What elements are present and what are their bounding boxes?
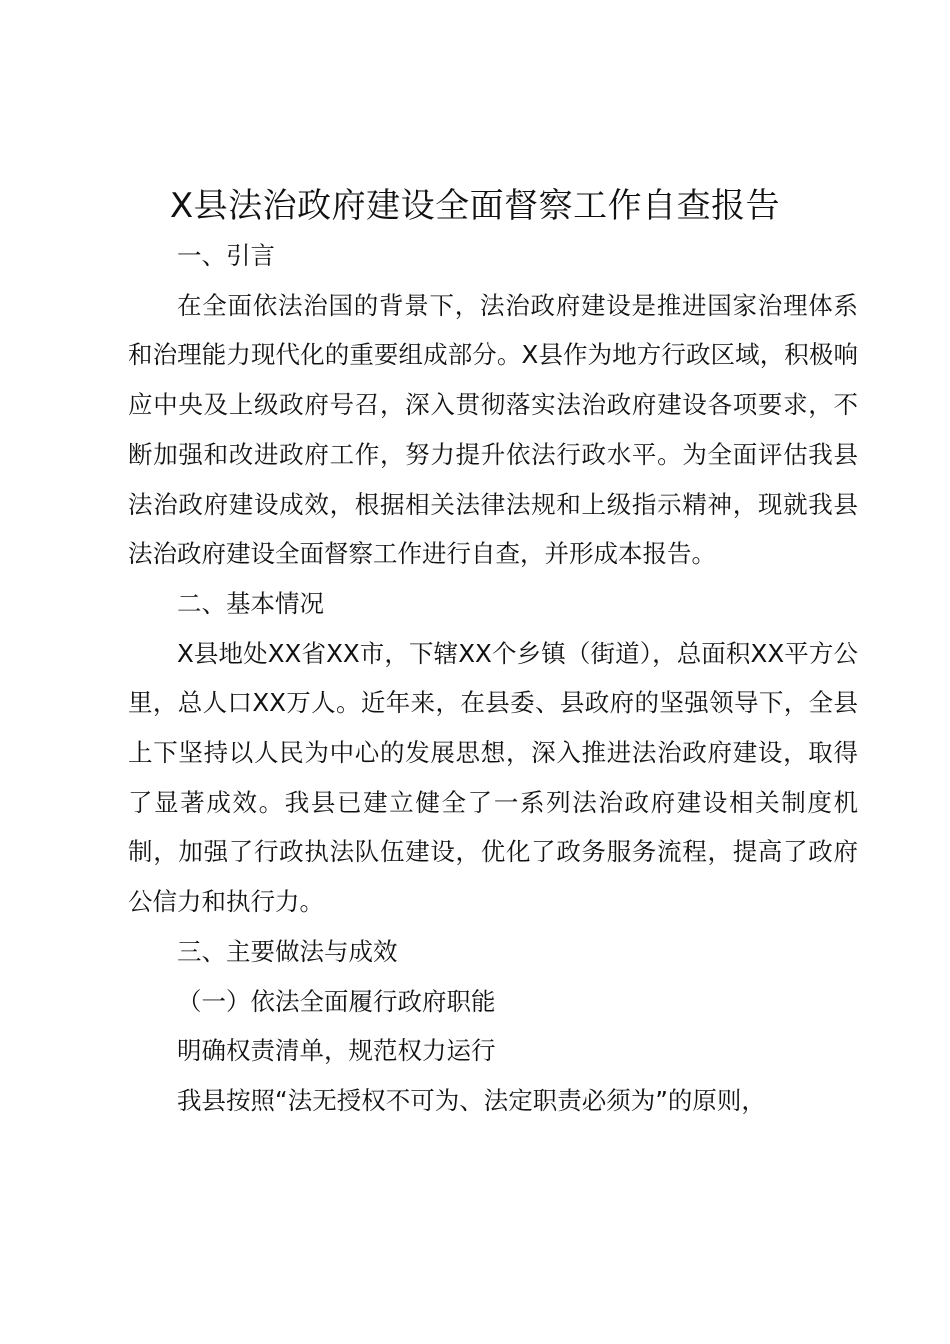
document-body [128,231,858,1126]
paragraph-basic-situation: X县地处XX省XX市，下辖XX个乡镇（街道），总面积XX平方公里，总人口XX万人。近年来，在县委、县政府的坚强领导下，全县上下坚持以人民为中心的发展思想，深入推进法治政府建设，取得了显著成效。我县已建立健全了一系列法治政府建设相关制度机制，加强了行政执法队伍建设，优化了政务服务流程，提高了政府公信力和执行力。 [128,638,858,917]
document-title: X县法治政府建设全面督察工作自查报告 [169,186,781,226]
subsection-heading-power-list: 明确权责清单，规范权力运行 [177,1036,496,1066]
section-heading-main-practices: 三、主要做法与成效 [177,936,398,966]
subsection-heading-government-functions: （一）依法全面履行政府职能 [177,986,496,1016]
section-heading-introduction: 一、引言 [177,241,275,270]
section-heading-basic-situation: 二、基本情况 [177,588,324,618]
paragraph-introduction: 在全面依法治国的背景下，法治政府建设是推进国家治理体系和治理能力现代化的重要组成部分。X县作为地方行政区域，积极响应中央及上级政府号召，深入贯彻落实法治政府建设各项要求，不断加强和改进政府工作，努力提升依法行政水平。为全面评估我县法治政府建设成效，根据相关法律法规和上级指示精神，现就我县法治政府建设全面督察工作进行自查，并形成本报告。 [128,290,858,569]
paragraph-power-list: 我县按照“法无授权不可为、法定职责必须为”的原则， [177,1085,766,1115]
